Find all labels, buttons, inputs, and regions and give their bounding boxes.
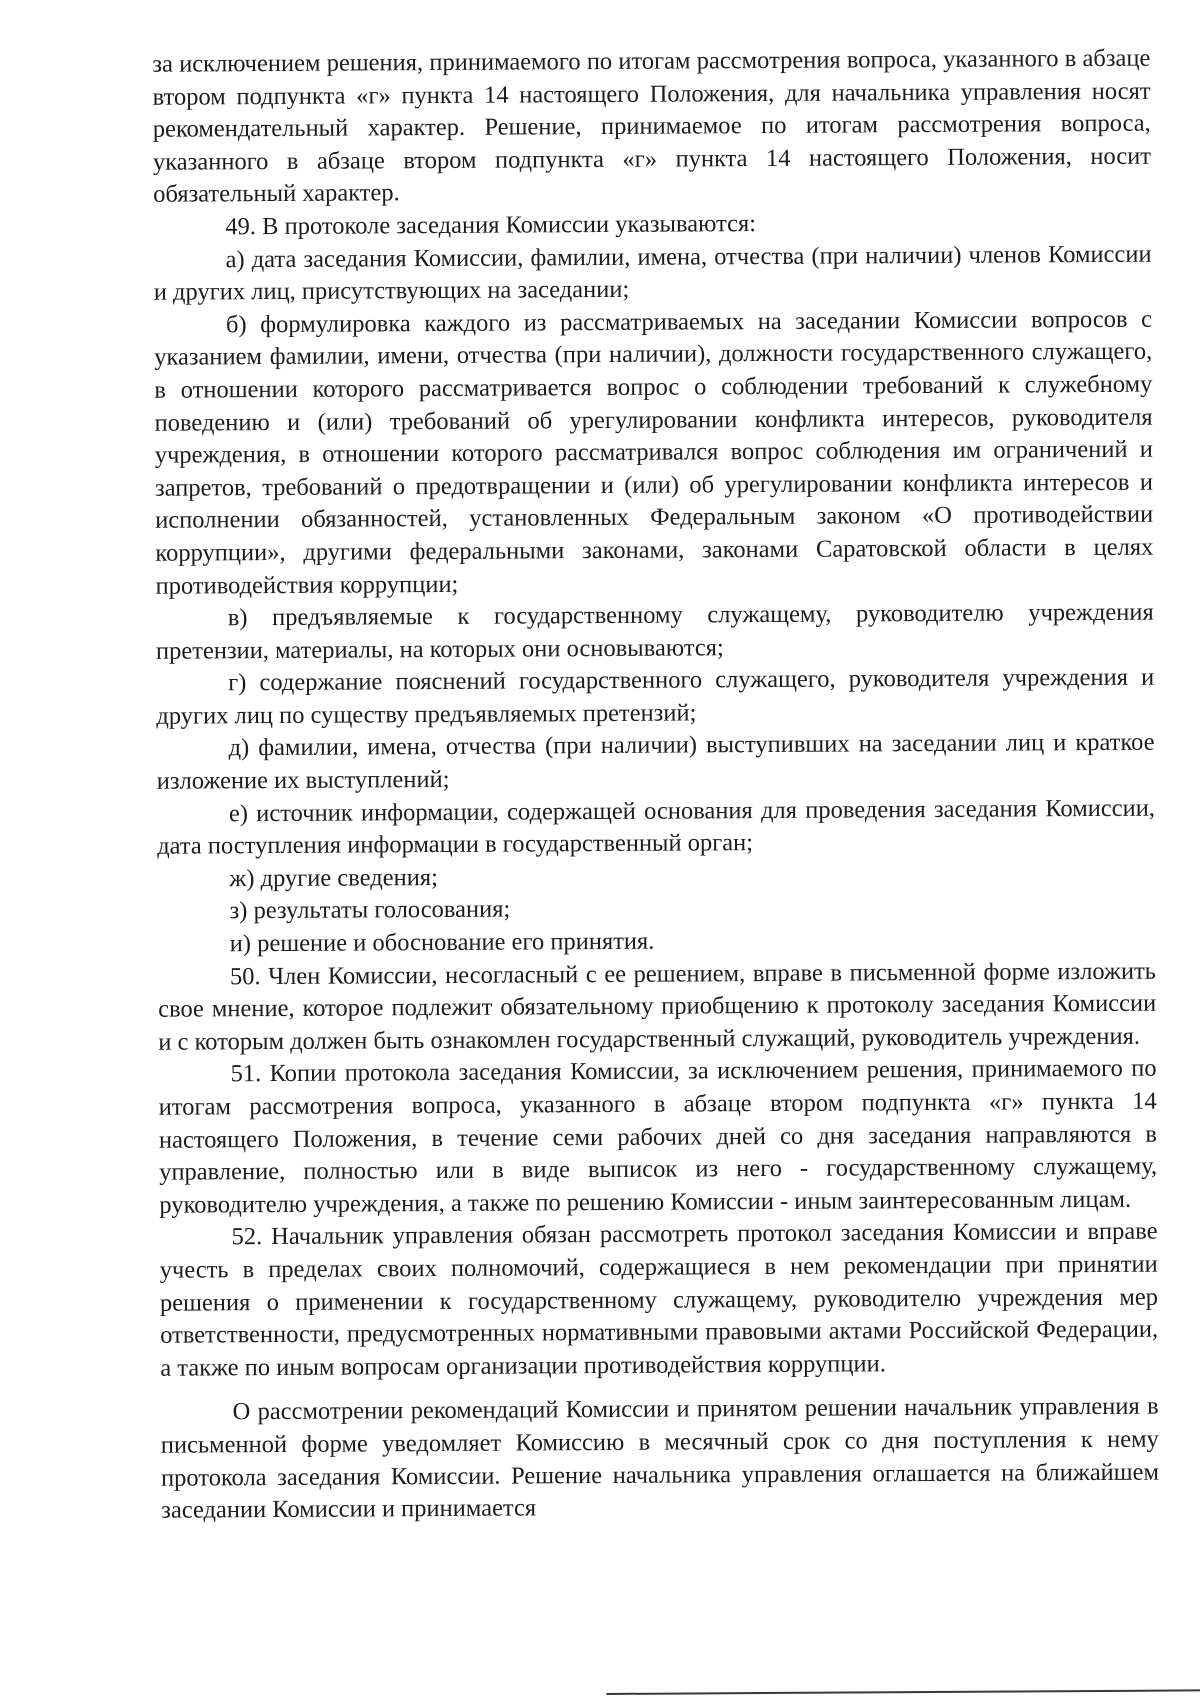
paragraph-51: 51. Копии протокола заседания Комиссии, за исключением решения, принимаемого по итогам рассмотрения вопроса, указанного в абзаце втором подпункта «г» пункта 14 настоящего Положения, в течение семи рабочих дней со дня заседания направляются в управление, полностью или в виде выписок из него - государственному служащему, руководителю учреждения, а также по решению Комиссии - иным заинтересованным лицам.	[158, 1055, 1158, 1219]
list-item-e: е) источник информации, содержащей основания для проведения заседания Комиссии, дата поступления информации в государственный орган;	[157, 794, 1156, 860]
list-item-z: з) результаты голосования;	[229, 896, 511, 925]
list-item-v: в) предъявляемые к государственному служащему, руководителю учреждения претензии, материалы, на которых они основываются;	[155, 598, 1154, 665]
list-item-b: б) формулировка каждого из рассматриваемых на заседании Комиссии вопросов с указанием фамилии, имени, отчества (при наличии), должности государственного служащего, в отношении которого рассматривается вопрос о соблюдении требований к служебному поведению и (или) требований об урегулировании конфликта интересов, руководителя учреждения, в отношении которого рассматривался вопрос соблюдения им ограничений и запретов, требований о предотвращении и (или) об урегулировании конфликта интересов и исполнении обязанностей, установленных Федеральным законом «О противодействии коррупции», другими федеральными законами, законами Саратовской области в целях противодействия коррупции;	[154, 305, 1154, 600]
list-item-g: г) содержание пояснений государственного служащего, руководителя учреждения и других лиц по существу предъявляемых претензий;	[156, 663, 1155, 730]
document-body	[152, 43, 1159, 1528]
list-item-zh: ж) другие сведения;	[229, 863, 438, 893]
paragraph-52: 52. Начальник управления обязан рассмотреть протокол заседания Комиссии и вправе учесть в пределах своих полномочий, содержащиеся в нем рекомендации при принятии решения о применении к государственному служащему, руководителю учреждения мер ответственности, предусмотренных нормативными правовыми актами Российской Федерации, а также по иным вопросам организации противодействия коррупции.	[159, 1217, 1159, 1382]
list-item-i: и) решение и обоснование его принятия.	[229, 927, 655, 958]
paragraph-52-continuation: О рассмотрении рекомендаций Комиссии и принятом решении начальник управления в письменной форме уведомляет Комиссию в месячный срок со дня поступления к нему протокола заседания Комиссии. Решение начальника управления оглашается на ближайшем заседании Комиссии и принимается	[160, 1392, 1160, 1524]
paragraph-49-heading: 49. В протоколе заседания Комиссии указываются:	[225, 210, 757, 241]
list-item-d: д) фамилии, имена, отчества (при наличии) выступивших на заседании лиц и краткое изложение их выступлений;	[156, 729, 1155, 795]
list-item-a: а) дата заседания Комиссии, фамилии, имена, отчества (при наличии) членов Комиссии и других лиц, присутствующих на заседании;	[153, 240, 1152, 306]
paragraph-50: 50. Член Комиссии, несогласный с ее решением, вправе в письменной форме изложить свое мнение, которое подлежит обязательному приобщению к протоколу заседания Комиссии и с которым должен быть ознакомлен государственный служащий, руководитель учреждения.	[158, 957, 1157, 1056]
paragraph-48-continuation: за исключением решения, принимаемого по итогам рассмотрения вопроса, указанного в абзаце втором подпункта «г» пункта 14 настоящего Положения, для начальника управления носят рекомендательный характер. Решение, принимаемое по итогам рассмотрения вопроса, указанного в абзаце втором подпункта «г» пункта 14 настоящего Положения, носит обязательный характер.	[152, 44, 1152, 209]
page-bottom-edge-line	[606, 1689, 1200, 1695]
